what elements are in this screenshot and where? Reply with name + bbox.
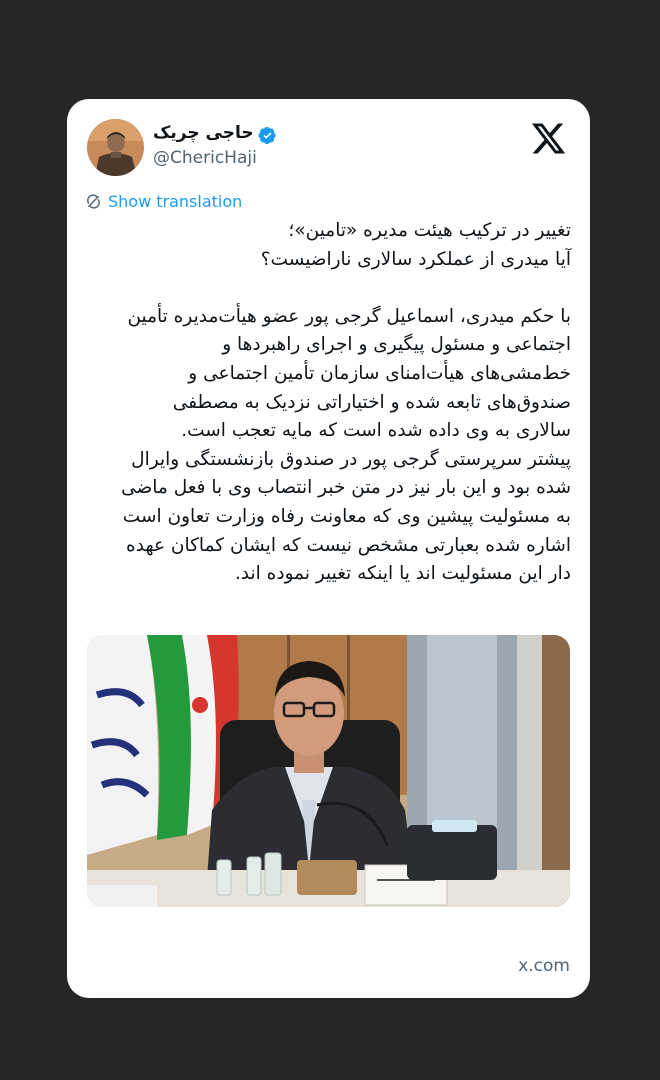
tweet-photo[interactable] (87, 635, 570, 907)
tweet-card (67, 99, 590, 998)
body-line: صندوق‌های تابعه شده و اختیاراتی نزدیک به مصطفی (172, 391, 571, 413)
show-translation-label: Show translation (108, 192, 243, 211)
body-line: دار این مسئولیت اند یا اینکه تغییر نموده اند. (234, 563, 571, 585)
verified-badge-icon (258, 126, 277, 145)
avatar[interactable] (87, 119, 144, 176)
show-translation-link[interactable] (85, 192, 242, 211)
tweet-text (87, 217, 571, 589)
body-line: خط‌مشی‌های هیأت‌امنای سازمان تأمین اجتماعی و (188, 362, 571, 384)
body-line: شده بود و این بار نیز در متن خبر انتصاب وی با فعل ماضی (121, 477, 571, 499)
author-handle[interactable]: @ChericHaji (153, 148, 257, 168)
body-line: به مسئولیت پیشین وی که معاونت رفاه وزارت تعاون است (122, 505, 571, 527)
translate-icon (85, 193, 102, 210)
x-logo-icon[interactable] (530, 120, 567, 157)
headline-line: آیا میدری از عملکرد سالاری ناراضیست؟ (260, 248, 571, 270)
author-display-name[interactable]: حاجی چریک (153, 123, 254, 143)
body-line: با حکم میدری، اسماعیل گرجی پور عضو هیأت‌مدیره تأمین (127, 305, 571, 327)
source-domain[interactable]: x.com (518, 956, 570, 976)
body-line: اشاره شده بعبارتی مشخص نیست که ایشان کماکان عهده (126, 534, 571, 556)
body-line: سالاری به وی داده شده است که مایه تعجب است. (181, 420, 571, 442)
headline-line: تغییر در ترکیب هیئت مدیره «تامین»؛ (288, 220, 571, 241)
body-line: پیشتر سرپرستی گرجی پور در صندوق بازنشستگی وایرال (131, 448, 571, 470)
body-line: اجتماعی و مسئول پیگیری و اجرای راهبردها و (222, 334, 571, 356)
